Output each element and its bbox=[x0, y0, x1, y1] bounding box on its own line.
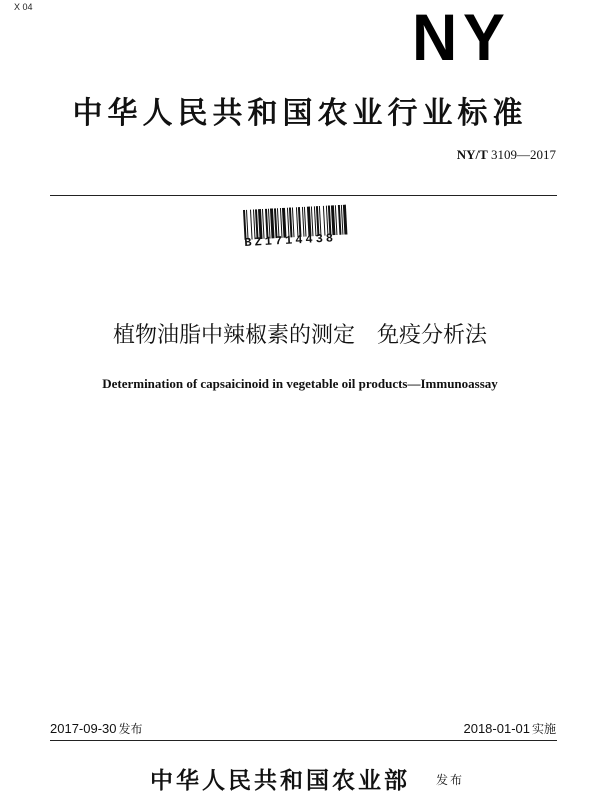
document-title-en: Determination of capsaicinoid in vegetable oil products—Immunoassay bbox=[102, 376, 498, 391]
issue-date-value: 2017-09-30 bbox=[50, 721, 117, 736]
ny-logo: NY bbox=[412, 0, 511, 74]
standard-number-prefix: NY/T bbox=[456, 147, 488, 162]
ccs-code: X 04 bbox=[14, 2, 33, 12]
implement-date-value: 2018-01-01 bbox=[463, 721, 530, 736]
standard-number-value: 3109—2017 bbox=[487, 147, 556, 162]
bottom-divider bbox=[50, 740, 557, 741]
barcode-bar bbox=[343, 205, 348, 235]
issue-label: 发布 bbox=[118, 722, 143, 736]
top-divider bbox=[50, 195, 557, 196]
standard-number bbox=[457, 147, 556, 163]
publisher-name: 中华人民共和国农业部 bbox=[150, 767, 410, 794]
document-title-cn: 植物油脂中辣椒素的测定 免疫分析法 bbox=[112, 323, 487, 348]
barcode-number: BZ1714438 bbox=[244, 231, 337, 250]
standard-category-title: 中华人民共和国农业行业标准 bbox=[72, 96, 528, 131]
barcode-bar bbox=[338, 205, 342, 235]
implement-label: 实施 bbox=[531, 722, 556, 736]
issue-date bbox=[50, 720, 143, 737]
implement-date bbox=[463, 720, 556, 737]
publisher-suffix: 发布 bbox=[436, 773, 465, 787]
barcode-bar bbox=[341, 205, 344, 235]
